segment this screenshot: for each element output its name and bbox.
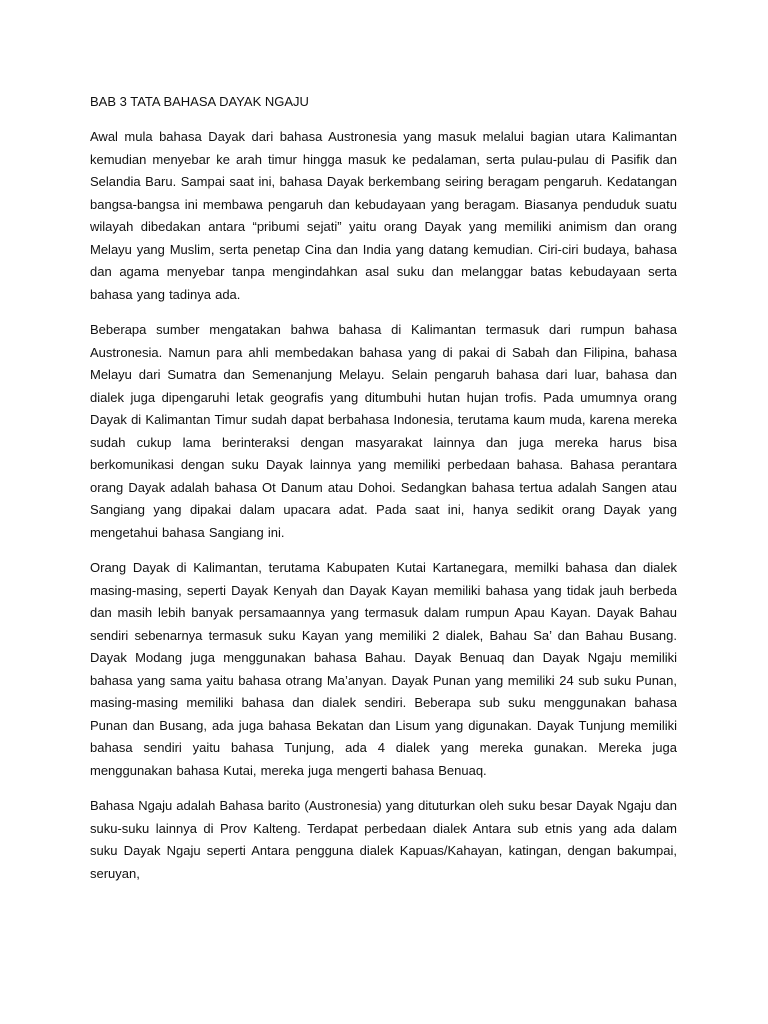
chapter-title: BAB 3 TATA BAHASA DAYAK NGAJU [90,94,309,109]
paragraph-origin: Awal mula bahasa Dayak dari bahasa Austronesia yang masuk melalui bagian utara Kalimantan kemudian menyebar ke arah timur hingga masuk ke pedalaman, serta pulau-pulau di Pasifik dan Selandia Baru. Sampai saat ini, bahasa Dayak berkembang seiring beragam pengaruh. Kedatangan bangsa-bangsa ini membawa pengaruh dan kebudayaan yang beragam. Biasanya penduduk suatu wilayah dibedakan antara “pribumi sejati” yaitu orang Dayak yang memiliki animism dan orang Melayu yang Muslim, serta penetap Cina dan India yang datang kemudian. Ciri-ciri budaya, bahasa dan agama menyebar tanpa mengindahkan asal suku dan melanggar batas kebudayaan serta bahasa yang tadinya ada. [90,129,677,302]
paragraph-dialects: Orang Dayak di Kalimantan, terutama Kabupaten Kutai Kartanegara, memilki bahasa dan dialek masing-masing, seperti Dayak Kenyah dan Dayak Kayan memiliki bahasa yang tidak jauh berbeda dan masih lebih banyak persamaannya yang termasuk dalam rumpun Apau Kayan. Dayak Bahau sendiri sebenarnya termasuk suku Kayan yang memiliki 2 dialek, Bahau Sa’ dan Bahau Busang. Dayak Modang juga menggunakan bahasa Bahau. Dayak Benuaq dan Dayak Ngaju memiliki bahasa yang sama yaitu bahasa otrang Ma’anyan. Dayak Punan yang memiliki 24 sub suku Punan, masing-masing memiliki bahasa dan dialek sendiri. Beberapa sub suku menggunakan bahasa Punan dan Busang, ada juga bahasa Bekatan dan Lisum yang digunakan. Dayak Tunjung memiliki bahasa sendiri yaitu bahasa Tunjung, ada 4 dialek yang mereka gunakan. Mereka juga menggunakan bahasa Kutai, mereka juga mengerti bahasa Benuaq. [90,560,677,778]
paragraph-sources: Beberapa sumber mengatakan bahwa bahasa di Kalimantan termasuk dari rumpun bahasa Austronesia. Namun para ahli membedakan bahasa yang di pakai di Sabah dan Filipina, bahasa Melayu dari Sumatra dan Semenanjung Melayu. Selain pengaruh bahasa dari luar, bahasa dan dialek juga dipengaruhi letak geografis yang ditumbuhi hutan hujan trofis. Pada umumnya orang Dayak di Kalimantan Timur sudah dapat berbahasa Indonesia, terutama kaum muda, karena mereka sudah cukup lama berinteraksi dengan masyarakat lainnya dan juga mereka harus bisa berkomunikasi dengan suku Dayak lainnya yang memiliki perbedaan bahasa. Bahasa perantara orang Dayak adalah bahasa Ot Danum atau Dohoi. Sedangkan bahasa tertua adalah Sangen atau Sangiang yang dipakai dalam upacara adat. Pada saat ini, hanya sedikit orang Dayak yang mengetahui bahasa Sangiang ini. [90,322,677,540]
paragraph-ngaju: Bahasa Ngaju adalah Bahasa barito (Austronesia) yang dituturkan oleh suku besar Dayak Ngaju dan suku-suku lainnya di Prov Kalteng. Terdapat perbedaan dialek Antara sub etnis yang ada dalam suku Dayak Ngaju seperti Antara pengguna dialek Kapuas/Kahayan, katingan, dengan bakumpai, seruyan, [90,798,677,881]
document-body [90,92,677,898]
